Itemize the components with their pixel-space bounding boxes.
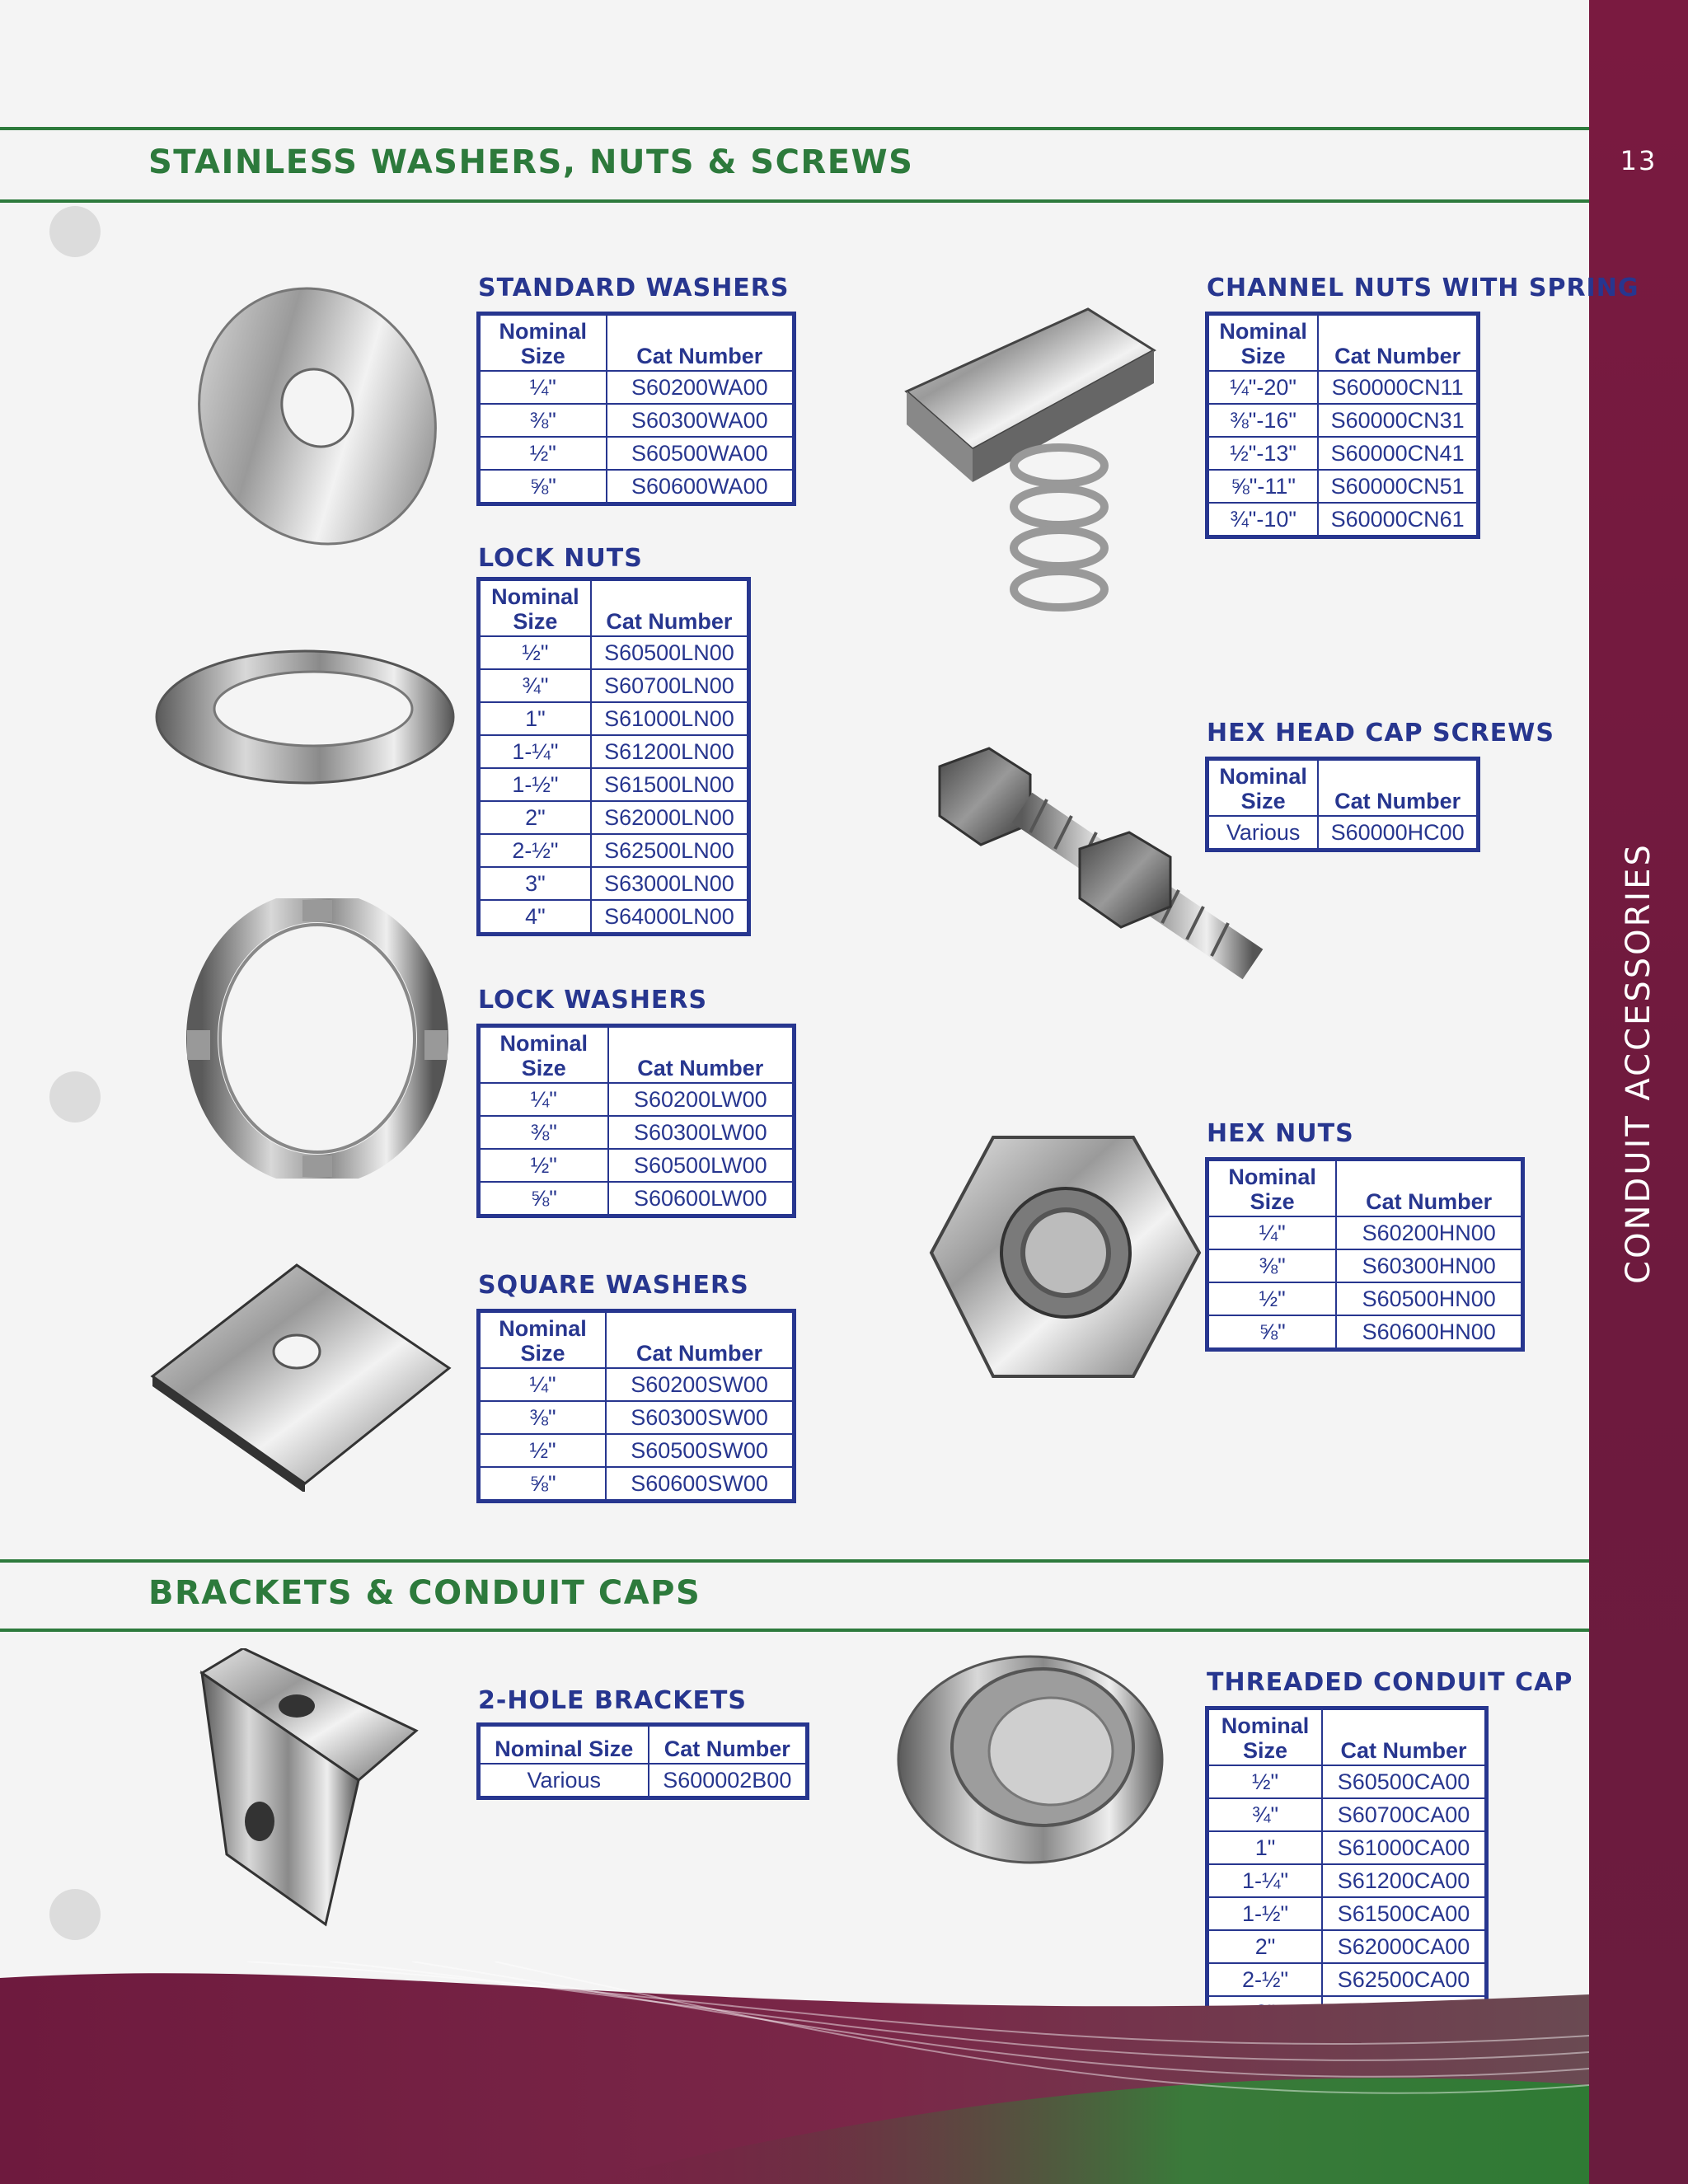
cat-number-cell: S63000LN00 [591, 867, 749, 900]
lock-washers-title: LOCK WASHERS [478, 986, 708, 1015]
size-cell: ½" [1207, 1765, 1323, 1798]
cat-number-header: Cat Number [1322, 1708, 1486, 1766]
size-cell: 4" [479, 900, 591, 935]
cat-number-header: Cat Number [607, 314, 795, 372]
size-cell: ⅜" [479, 1401, 607, 1434]
table-row [479, 470, 795, 504]
table-row [1207, 1831, 1487, 1864]
section-title-stainless: STAINLESS WASHERS, NUTS & SCREWS [148, 143, 914, 181]
table-row [1207, 1216, 1523, 1249]
table-row [479, 702, 749, 735]
decorative-wave-band [0, 1961, 1589, 2184]
size-cell: ¼"-20" [1207, 371, 1319, 404]
section-rule [0, 199, 1589, 203]
section-rule [0, 127, 1589, 130]
hex-nut-photo [927, 1129, 1207, 1393]
standard-washers-title: STANDARD WASHERS [478, 274, 790, 302]
standard-washers-table [476, 312, 796, 506]
cat-number-cell: S60500CA00 [1322, 1765, 1486, 1798]
table-row [479, 1764, 808, 1798]
table-row [479, 404, 795, 437]
lock-nut-photo [148, 635, 462, 799]
size-cell: 2-½" [1207, 1963, 1323, 1996]
table-row [1207, 1897, 1487, 1930]
table-row [479, 801, 749, 834]
table-row [479, 735, 749, 768]
table-row [479, 1434, 795, 1467]
binder-hole [49, 206, 101, 257]
size-cell: ¼" [479, 1368, 607, 1401]
channel-nuts-table [1205, 312, 1480, 539]
hex-nuts-table [1205, 1157, 1525, 1352]
cat-number-cell: S60600WA00 [607, 470, 795, 504]
hex-screws-title: HEX HEAD CAP SCREWS [1207, 719, 1554, 748]
size-header: Nominal Size [1207, 1708, 1323, 1766]
washer-photo [185, 272, 457, 552]
bracket-photo [194, 1648, 424, 1929]
size-cell: ⅝" [1207, 1315, 1337, 1350]
cat-number-cell: S60000CN51 [1318, 470, 1478, 503]
cat-number-cell: S60200HN00 [1336, 1216, 1522, 1249]
lock-washers-table [476, 1024, 796, 1218]
cat-number-cell: S62000CA00 [1322, 1930, 1486, 1963]
size-cell: ¾"-10" [1207, 503, 1319, 537]
table-row [479, 867, 749, 900]
side-tab-label: CONDUIT ACCESSORIES [1620, 842, 1658, 1284]
cat-number-cell: S61500LN00 [591, 768, 749, 801]
cat-number-cell: S60500HN00 [1336, 1282, 1522, 1315]
size-cell: ½" [479, 437, 607, 470]
cat-number-header: Cat Number [591, 579, 749, 637]
size-cell: ⅝"-11" [1207, 470, 1319, 503]
table-header-row [1207, 1708, 1487, 1766]
table-row [479, 768, 749, 801]
size-cell: 1" [1207, 1831, 1323, 1864]
cat-number-header: Cat Number [1318, 759, 1478, 817]
size-header: Nominal Size [479, 314, 607, 372]
table-row [1207, 1315, 1523, 1350]
cat-number-cell: S60600SW00 [606, 1467, 794, 1502]
cat-number-cell: S60000CN31 [1318, 404, 1478, 437]
table-row [479, 1467, 795, 1502]
cat-number-cell: S60500WA00 [607, 437, 795, 470]
size-cell: 3" [479, 867, 591, 900]
size-cell: 1-½" [479, 768, 591, 801]
binder-hole [49, 1071, 101, 1122]
cat-number-cell: S62500LN00 [591, 834, 749, 867]
cat-number-header: Cat Number [608, 1026, 795, 1084]
size-cell: 1-½" [1207, 1897, 1323, 1930]
size-cell: ⅝" [479, 1467, 607, 1502]
size-cell: 2-½" [479, 834, 591, 867]
table-row [479, 1368, 795, 1401]
cat-number-cell: S60500SW00 [606, 1434, 794, 1467]
cat-number-header: Cat Number [649, 1725, 808, 1765]
size-cell: Various [479, 1764, 649, 1798]
cat-number-cell: S60600HN00 [1336, 1315, 1522, 1350]
cat-number-cell: S61500CA00 [1322, 1897, 1486, 1930]
cat-number-cell: S62500CA00 [1322, 1963, 1486, 1996]
size-header: Nominal Size [479, 579, 591, 637]
size-cell: 2" [1207, 1930, 1323, 1963]
size-header: Nominal Size [1207, 759, 1319, 817]
square-washers-table [476, 1309, 796, 1503]
cat-number-cell: S61000CA00 [1322, 1831, 1486, 1864]
size-cell: ½" [479, 636, 591, 669]
size-header: Nominal Size [479, 1026, 608, 1084]
size-cell: ⅝" [479, 1182, 608, 1216]
table-header-row [1207, 314, 1479, 372]
table-row [1207, 1798, 1487, 1831]
size-cell: Various [1207, 816, 1319, 851]
size-cell: ½" [1207, 1282, 1337, 1315]
table-row [479, 669, 749, 702]
square-washers-title: SQUARE WASHERS [478, 1271, 749, 1300]
table-row [1207, 371, 1479, 404]
cat-number-cell: S61200CA00 [1322, 1864, 1486, 1897]
channel-nuts-title: CHANNEL NUTS WITH SPRING [1207, 274, 1639, 302]
hex-screws-table [1205, 757, 1480, 852]
table-row [1207, 1930, 1487, 1963]
brackets-title: 2-HOLE BRACKETS [478, 1686, 748, 1715]
table-row [479, 1182, 795, 1216]
cat-number-cell: S60500LW00 [608, 1149, 795, 1182]
table-row [1207, 437, 1479, 470]
table-row [479, 834, 749, 867]
cat-number-cell: S60000HC00 [1318, 816, 1478, 851]
square-washer-photo [148, 1261, 453, 1492]
size-cell: ⅜" [479, 404, 607, 437]
size-cell: 1-¼" [479, 735, 591, 768]
cat-number-cell: S64000LN00 [591, 900, 749, 935]
section-rule [0, 1629, 1589, 1632]
lock-washer-photo [185, 898, 449, 1179]
table-row [1207, 503, 1479, 537]
cat-number-cell: S60300HN00 [1336, 1249, 1522, 1282]
table-row [479, 900, 749, 935]
table-row [1207, 404, 1479, 437]
size-cell: ¾" [479, 669, 591, 702]
hex-nuts-title: HEX NUTS [1207, 1119, 1354, 1148]
cat-number-cell: S600002B00 [649, 1764, 808, 1798]
table-header-row [479, 314, 795, 372]
table-header-row [479, 1026, 795, 1084]
brackets-table [476, 1722, 809, 1800]
size-cell: ¼" [1207, 1216, 1337, 1249]
table-row [479, 1401, 795, 1434]
table-row [479, 1116, 795, 1149]
conduit-cap-title: THREADED CONDUIT CAP [1207, 1668, 1573, 1697]
table-row [1207, 1864, 1487, 1897]
size-cell: ¾" [1207, 1798, 1323, 1831]
cat-number-header: Cat Number [606, 1311, 794, 1369]
size-header: Nominal Size [479, 1311, 607, 1369]
table-row [479, 1149, 795, 1182]
cat-number-cell: S60000CN41 [1318, 437, 1478, 470]
cat-number-cell: S60700LN00 [591, 669, 749, 702]
table-header-row [479, 1725, 808, 1765]
cat-number-header: Cat Number [1318, 314, 1478, 372]
size-cell: ⅜"-16" [1207, 404, 1319, 437]
lock-nuts-title: LOCK NUTS [478, 544, 643, 573]
binder-hole [49, 1889, 101, 1940]
table-row [479, 371, 795, 404]
cat-number-cell: S60500LN00 [591, 636, 749, 669]
table-header-row [1207, 1160, 1523, 1217]
cat-number-cell: S60300WA00 [607, 404, 795, 437]
table-row [1207, 816, 1479, 851]
section-title-brackets: BRACKETS & CONDUIT CAPS [148, 1574, 701, 1612]
table-row [1207, 1282, 1523, 1315]
page-number: 13 [1620, 145, 1658, 176]
cat-number-cell: S60200LW00 [608, 1083, 795, 1116]
section-rule [0, 1559, 1589, 1563]
cat-number-cell: S62000LN00 [591, 801, 749, 834]
table-header-row [1207, 759, 1479, 817]
table-row [1207, 1249, 1523, 1282]
cat-number-header: Cat Number [1336, 1160, 1522, 1217]
lock-nuts-table [476, 577, 751, 936]
cat-number-cell: S60300SW00 [606, 1401, 794, 1434]
cat-number-cell: S60000CN61 [1318, 503, 1478, 537]
table-header-row [479, 1311, 795, 1369]
size-cell: ½" [479, 1149, 608, 1182]
table-row [479, 437, 795, 470]
table-header-row [479, 579, 749, 637]
size-cell: ⅜" [479, 1116, 608, 1149]
cat-number-cell: S60200WA00 [607, 371, 795, 404]
cat-number-cell: S61200LN00 [591, 735, 749, 768]
cat-number-cell: S60700CA00 [1322, 1798, 1486, 1831]
table-row [479, 1083, 795, 1116]
table-row [1207, 1765, 1487, 1798]
cat-number-cell: S60200SW00 [606, 1368, 794, 1401]
channel-nut-photo [882, 293, 1162, 622]
table-row [479, 636, 749, 669]
size-cell: ⅝" [479, 470, 607, 504]
size-cell: ¼" [479, 371, 607, 404]
conduit-cap-photo [890, 1648, 1170, 1871]
size-header: Nominal Size [1207, 314, 1319, 372]
size-cell: 2" [479, 801, 591, 834]
size-cell: ½"-13" [1207, 437, 1319, 470]
cat-number-cell: S61000LN00 [591, 702, 749, 735]
size-cell: 1-¼" [1207, 1864, 1323, 1897]
size-cell: 1" [479, 702, 591, 735]
size-cell: ⅜" [1207, 1249, 1337, 1282]
size-header: Nominal Size [1207, 1160, 1337, 1217]
table-row [1207, 470, 1479, 503]
cat-number-cell: S60600LW00 [608, 1182, 795, 1216]
cat-number-cell: S60000CN11 [1318, 371, 1478, 404]
size-cell: ¼" [479, 1083, 608, 1116]
size-header: Nominal Size [479, 1725, 649, 1765]
size-cell: ½" [479, 1434, 607, 1467]
cat-number-cell: S60300LW00 [608, 1116, 795, 1149]
